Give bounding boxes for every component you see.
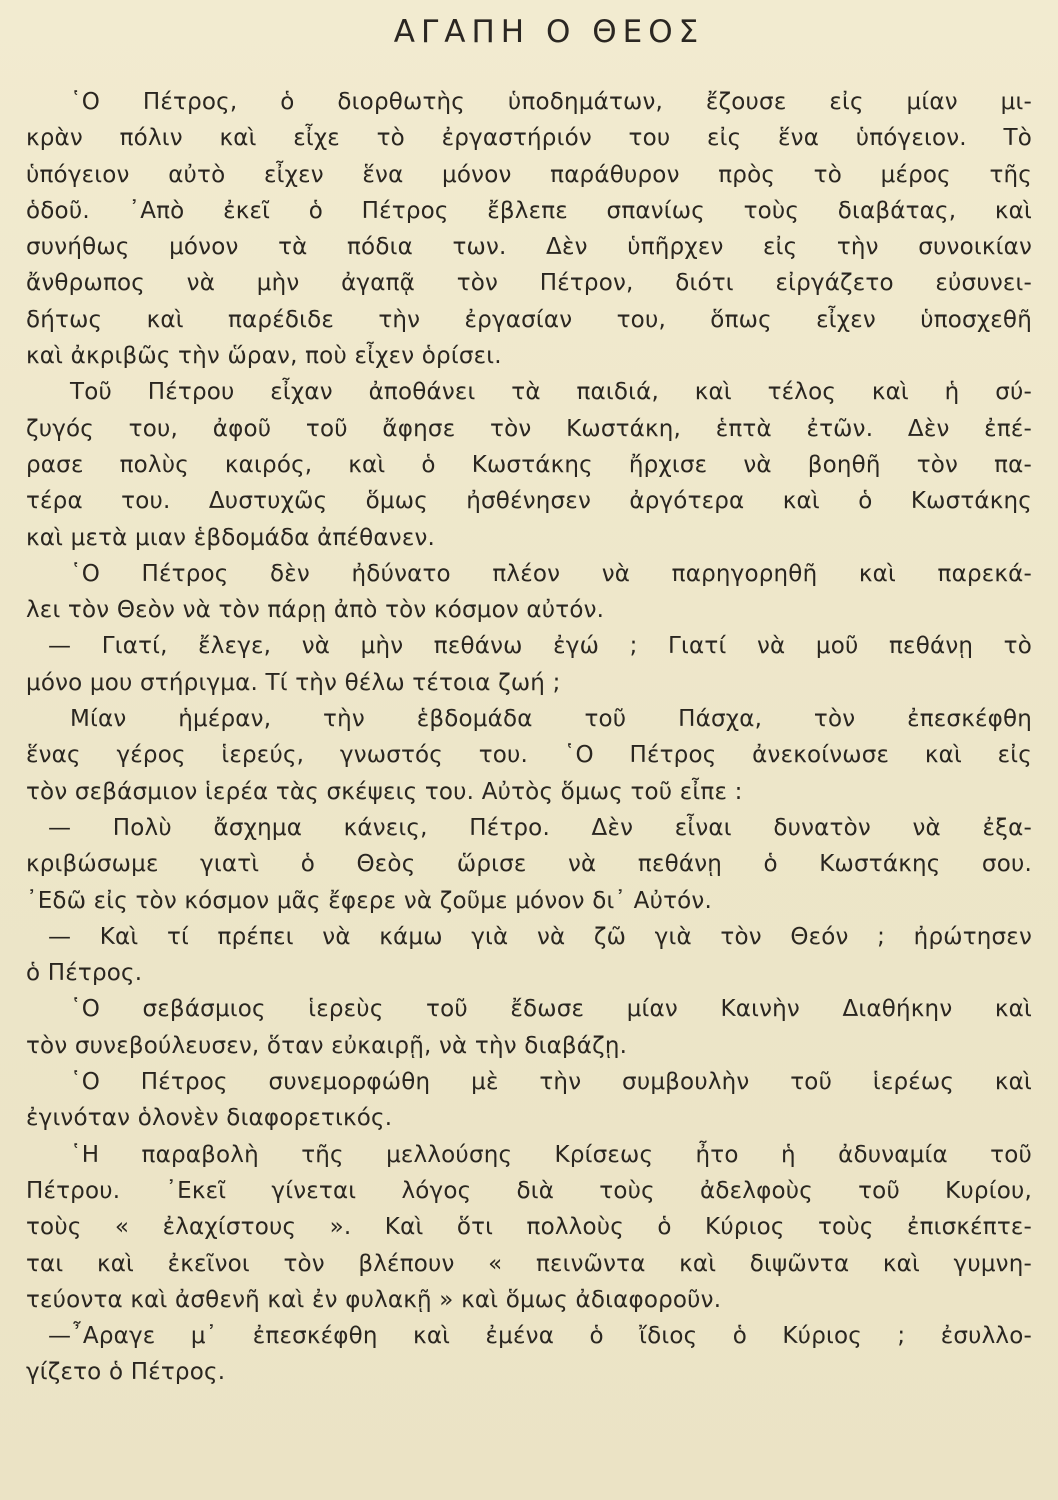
text-line: ἄνθρωπος νὰ μὴν ἀγαπᾷ τὸν Πέτρον, διότι εἰργάζετο εὐσυνει- [26,270,1032,297]
text-line: ἕνας γέρος ἱερεύς, γνωστός του. ῾Ο Πέτρος ἀνεκοίνωσε καὶ εἰς [26,742,1032,769]
text-line: ὁδοῦ. ᾿Απὸ ἐκεῖ ὁ Πέτρος ἔβλεπε σπανίως τοὺς διαβάτας, καὶ [26,197,1032,224]
text-line: ῾Ο Πέτρος, ὁ διορθωτὴς ὑποδημάτων, ἔζουσε εἰς μίαν μι- [70,89,1032,115]
text-line: Τοῦ Πέτρου εἶχαν ἀποθάνει τὰ παιδιά, καὶ τέλος καὶ ἡ σύ- [70,379,1032,406]
text-line: ὁ Πέτρος. [26,960,143,987]
text-line: ῾Ο σεβάσμιος ἱερεὺς τοῦ ἔδωσε μίαν Καινὴν Διαθήκην καὶ [70,996,1032,1023]
text-line: τοὺς « ἐλαχίστους ». Καὶ ὅτι πολλοὺς ὁ Κύριος τοὺς ἐπισκέπτε- [26,1214,1032,1241]
text-line: κρὰν πόλιν καὶ εἶχε τὸ ἐργαστήριόν του εἰς ἕνα ὑπόγειον. Τὸ [26,125,1032,152]
text-line: τεύοντα καὶ ἀσθενῆ καὶ ἐν φυλακῇ » καὶ ὅμως ἀδιαφοροῦν. [26,1286,722,1313]
text-line: — Πολὺ ἄσχημα κάνεις, Πέτρο. Δὲν εἶναι δυνατὸν νὰ ἐξα- [48,814,1032,841]
text-line: τέρα του. Δυστυχῶς ὅμως ἠσθένησεν ἀργότερα καὶ ὁ Κωστάκης [26,488,1032,515]
page-title: ΑΓΑΠΗ Ο ΘΕΟΣ [393,14,705,50]
text-line: τὸν σεβάσμιον ἱερέα τὰς σκέψεις του. Αὐτὸς ὅμως τοῦ εἶπε : [26,778,743,805]
text-line: κριβώσωμε γιατὶ ὁ Θεὸς ὥρισε νὰ πεθάνῃ ὁ Κωστάκης σου. [26,851,1032,878]
text-line: τὸν συνεβούλευσεν, ὅταν εὐκαιρῇ, νὰ τὴν διαβάζῃ. [26,1032,628,1059]
body-text [26,84,1032,1391]
text-line: —῏Αραγε μ᾿ ἐπεσκέφθη καὶ ἐμένα ὁ ἴδιος ὁ Κύριος ; ἐσυλλο- [48,1323,1032,1350]
text-line: ῾Ο Πέτρος συνεμορφώθη μὲ τὴν συμβουλὴν τοῦ ἱερέως καὶ [70,1069,1032,1096]
text-line: ὑπόγειον αὐτὸ εἶχεν ἕνα μόνον παράθυρον πρὸς τὸ μέρος τῆς [26,161,1032,188]
text-line: μόνο μου στήριγμα. Τί τὴν θέλω τέτοια ζωή ; [26,669,561,696]
text-line: καὶ ἀκριβῶς τὴν ὥραν, ποὺ εἶχεν ὁρίσει. [26,343,502,370]
text-line: ῾Η παραβολὴ τῆς μελλούσης Κρίσεως ἦτο ἡ ἀδυναμία τοῦ [70,1141,1032,1168]
text-line: — Καὶ τί πρέπει νὰ κάμω γιὰ νὰ ζῶ γιὰ τὸν Θεόν ; ἠρώτησεν [48,923,1032,950]
text-line: συνήθως μόνον τὰ πόδια των. Δὲν ὑπῆρχεν εἰς τὴν συνοικίαν [26,234,1032,261]
text-line: Πέτρου. ᾿Εκεῖ γίνεται λόγος διὰ τοὺς ἀδελφοὺς τοῦ Κυρίου, [26,1177,1032,1204]
text-line: καὶ μετὰ μιαν ἑβδομάδα ἀπέθανεν. [26,524,436,551]
text-line: ἐγινόταν ὁλονὲν διαφορετικός. [26,1105,393,1132]
text-line: γίζετο ὁ Πέτρος. [26,1359,226,1386]
text-line: ρασε πολὺς καιρός, καὶ ὁ Κωστάκης ἤρχισε νὰ βοηθῆ τὸν πα- [26,451,1032,478]
text-line: ῾Ο Πέτρος δὲν ἠδύνατο πλέον νὰ παρηγορηθῆ καὶ παρεκά- [70,560,1032,587]
text-line: ᾿Εδῶ εἰς τὸν κόσμον μᾶς ἔφερε νὰ ζοῦμε μόνον δι᾿ Αὐτόν. [26,887,712,914]
text-line: λει τὸν Θεὸν νὰ τὸν πάρῃ ἀπὸ τὸν κόσμον αὐτόν. [26,597,605,624]
text-line: δήτως καὶ παρέδιδε τὴν ἐργασίαν του, ὅπως εἶχεν ὑποσχεθῆ [26,306,1032,333]
text-line: — Γιατί, ἔλεγε, νὰ μὴν πεθάνω ἐγώ ; Γιατί νὰ μοῦ πεθάνῃ τὸ [48,633,1032,660]
text-line: ζυγός του, ἀφοῦ τοῦ ἄφησε τὸν Κωστάκη, ἑπτὰ ἐτῶν. Δὲν ἐπέ- [26,415,1032,442]
text-line: Μίαν ἡμέραν, τὴν ἑβδομάδα τοῦ Πάσχα, τὸν ἐπεσκέφθη [70,706,1032,733]
text-line: ται καὶ ἐκεῖνοι τὸν βλέπουν « πεινῶντα καὶ διψῶντα καὶ γυμνη- [26,1250,1032,1277]
